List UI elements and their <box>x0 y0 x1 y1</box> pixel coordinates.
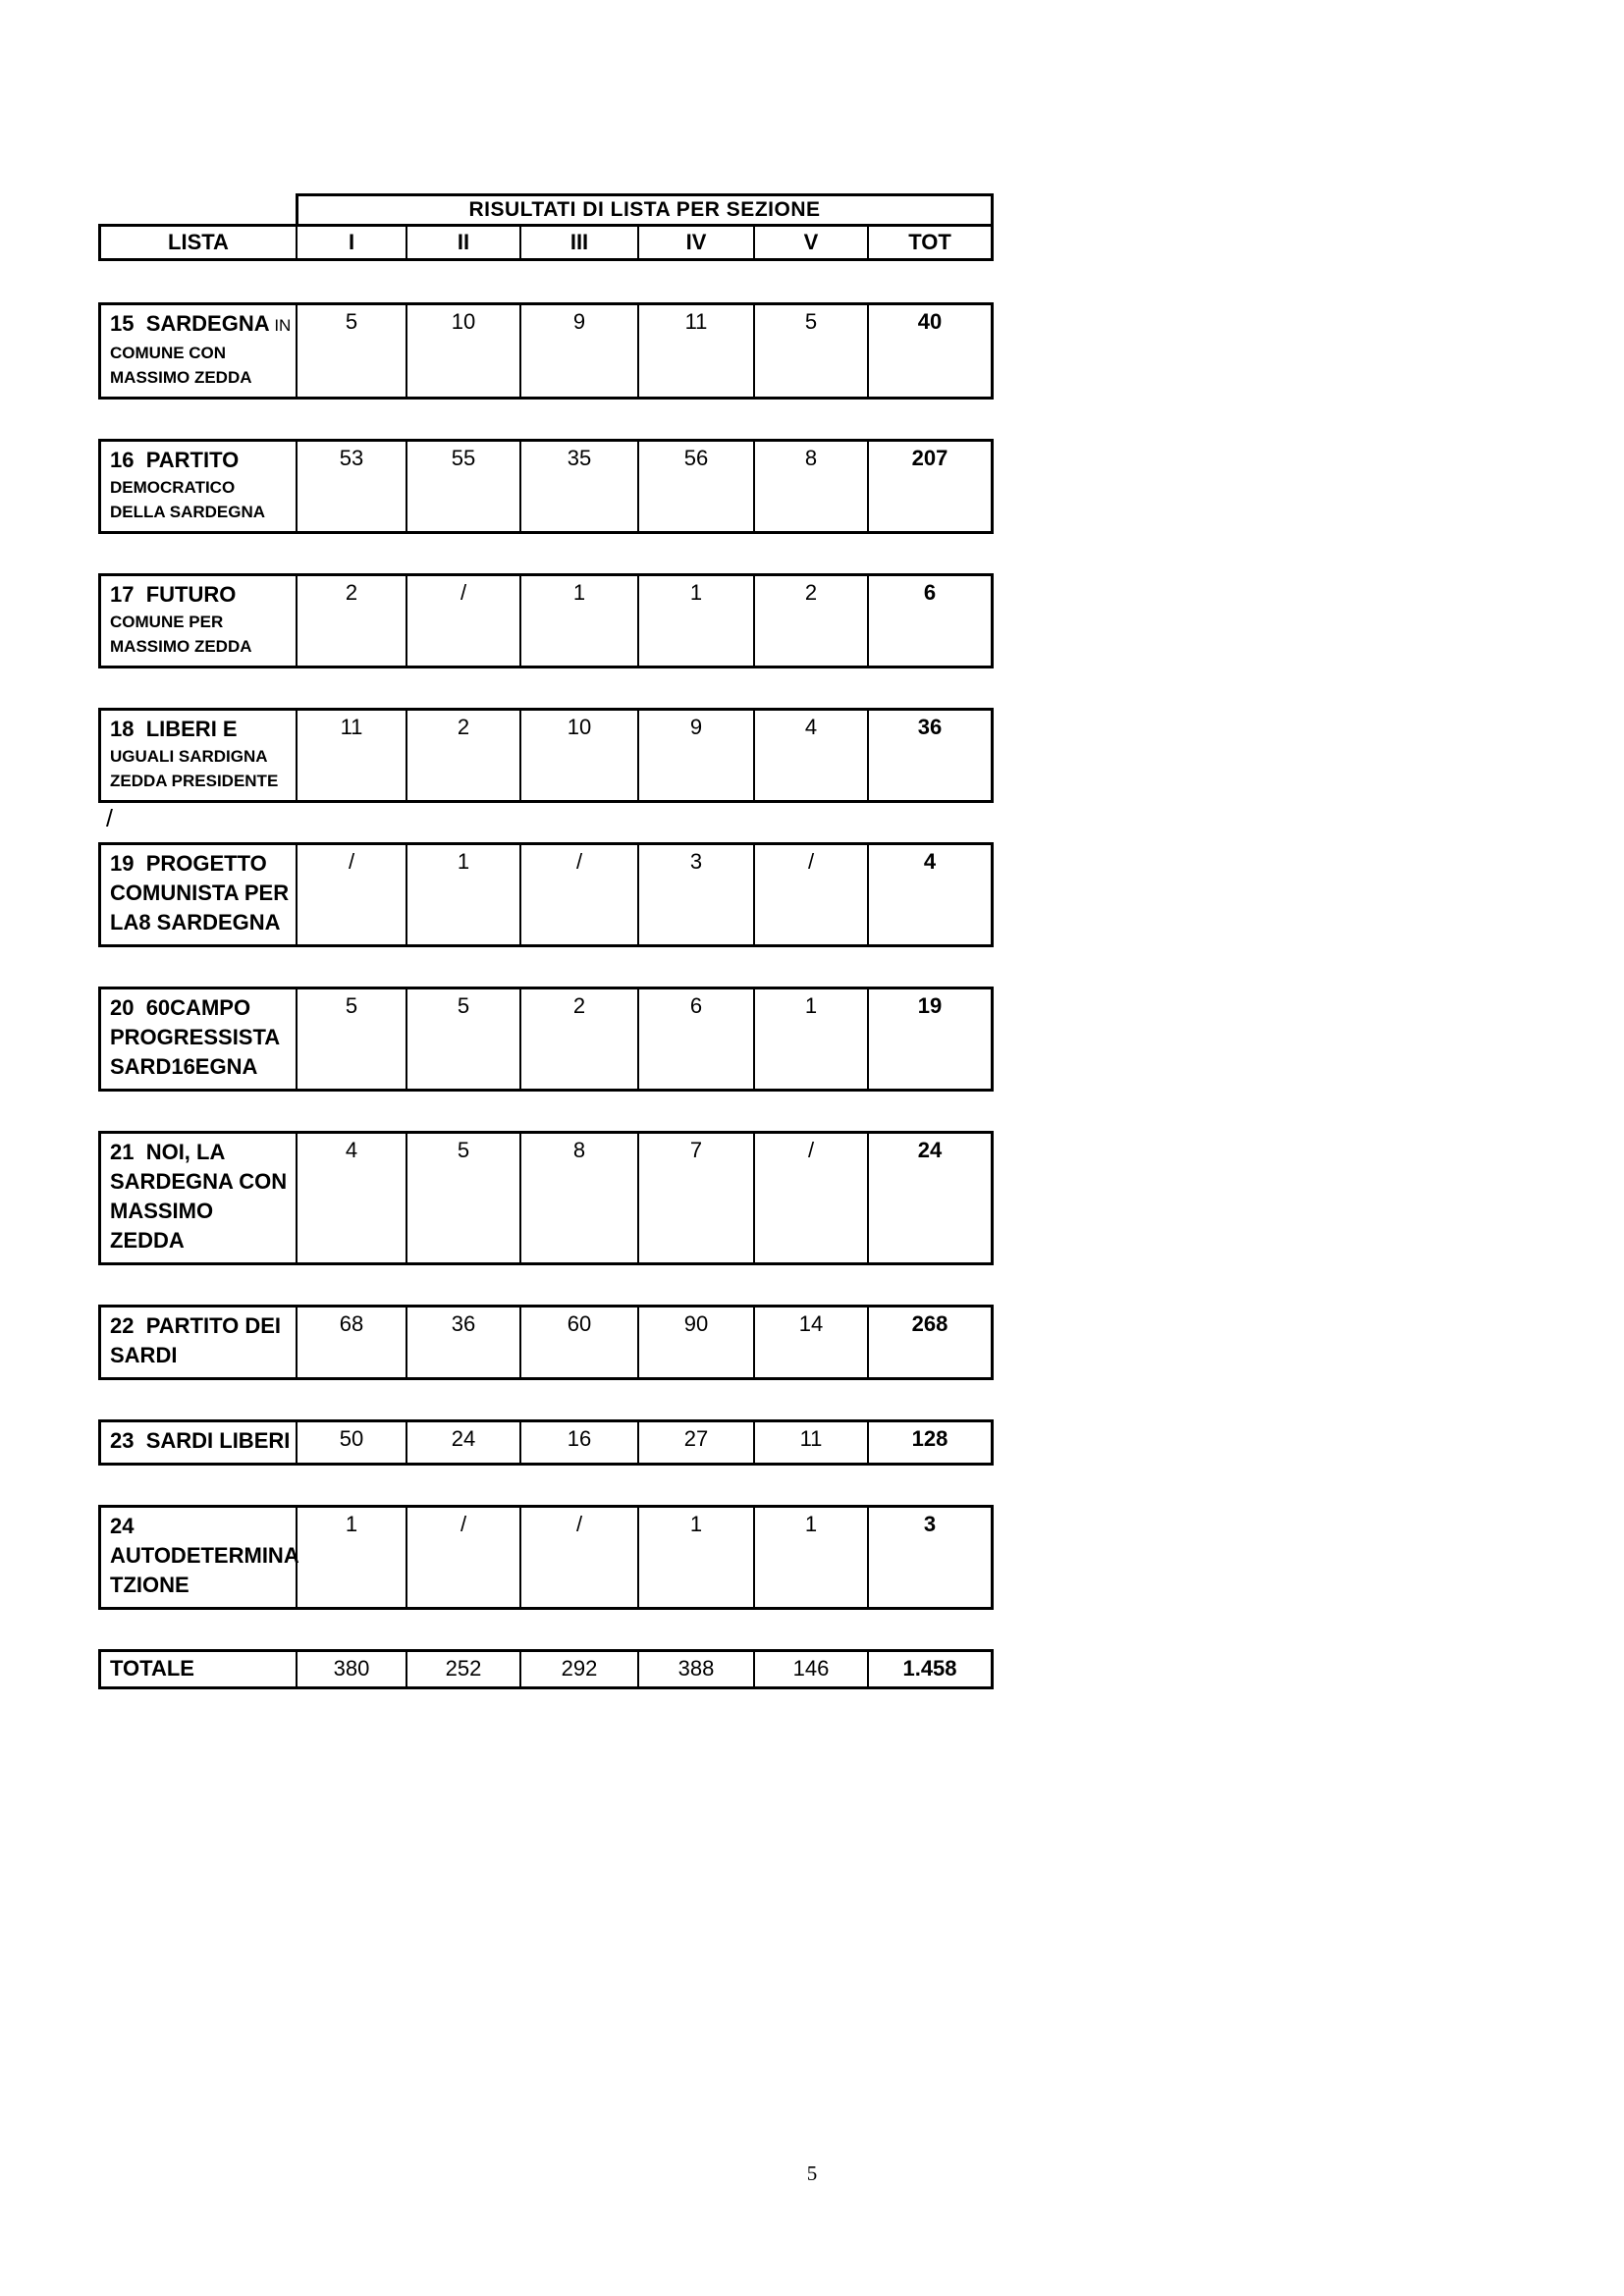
value-cell: / <box>519 1508 637 1607</box>
list-row <box>98 1419 994 1466</box>
value-cell: 2 <box>406 711 519 800</box>
value-cell: 5 <box>296 989 406 1089</box>
list-name-line: 19 PROGETTO <box>110 851 267 876</box>
value-cell: 53 <box>296 442 406 531</box>
value-cell: 8 <box>753 442 867 531</box>
column-header-row <box>98 224 994 261</box>
list-row <box>98 987 994 1092</box>
list-name-cell <box>101 442 296 531</box>
value-cell: 1 <box>637 576 753 666</box>
list-name-line: 16 PARTITO <box>110 448 240 472</box>
list-name-line: DELLA SARDEGNA <box>110 503 266 521</box>
section-column-header-3: III <box>519 227 637 258</box>
totale-row <box>98 1649 994 1689</box>
value-cell: 2 <box>296 576 406 666</box>
list-name-cell <box>101 989 296 1089</box>
list-name-line: COMUNISTA PER <box>110 881 290 905</box>
row-total-cell: 40 <box>867 305 991 397</box>
row-total-cell: 268 <box>867 1308 991 1377</box>
list-name-line: MASSIMO ZEDDA <box>110 1199 220 1253</box>
list-name-line: ZEDDA PRESIDENTE <box>110 772 279 790</box>
row-total-cell: 3 <box>867 1508 991 1607</box>
list-name-line: 17 FUTURO <box>110 582 237 607</box>
row-total-cell: 19 <box>867 989 991 1089</box>
list-name-line: SARD16EGNA <box>110 1054 258 1079</box>
value-cell: 5 <box>406 1134 519 1262</box>
list-name-suffix: IN <box>269 316 292 335</box>
section-column-header-4: IV <box>637 227 753 258</box>
list-name-line: SARDI <box>110 1343 178 1367</box>
row-total-cell: 6 <box>867 576 991 666</box>
row-total-cell: 128 <box>867 1422 991 1463</box>
row-total-cell: 24 <box>867 1134 991 1262</box>
list-row <box>98 302 994 400</box>
list-name-line: 23 SARDI LIBERI <box>110 1428 291 1453</box>
list-row <box>98 1505 994 1610</box>
list-name-line: SARDEGNA CON <box>110 1169 288 1194</box>
list-name-cell <box>101 711 296 800</box>
value-cell: 90 <box>637 1308 753 1377</box>
value-cell: / <box>753 1134 867 1262</box>
value-cell: 14 <box>753 1308 867 1377</box>
totale-value-cell-3: 292 <box>519 1652 637 1686</box>
row-total-cell: 36 <box>867 711 991 800</box>
list-name-line: DEMOCRATICO <box>110 478 236 497</box>
value-cell: 1 <box>753 989 867 1089</box>
list-name-cell <box>101 1308 296 1377</box>
value-cell: 10 <box>519 711 637 800</box>
value-cell: 4 <box>753 711 867 800</box>
value-cell: 1 <box>519 576 637 666</box>
value-cell: 27 <box>637 1422 753 1463</box>
section-column-header-2: II <box>406 227 519 258</box>
section-column-header-1: I <box>296 227 406 258</box>
value-cell: 2 <box>519 989 637 1089</box>
value-cell: 1 <box>637 1508 753 1607</box>
value-cell: / <box>406 576 519 666</box>
list-name-cell <box>101 1422 296 1463</box>
value-cell: 11 <box>753 1422 867 1463</box>
value-cell: 55 <box>406 442 519 531</box>
value-cell: 5 <box>296 305 406 397</box>
value-cell: 16 <box>519 1422 637 1463</box>
results-table <box>98 193 994 1689</box>
list-name-cell <box>101 576 296 666</box>
totale-value-cell-1: 380 <box>296 1652 406 1686</box>
value-cell: 11 <box>296 711 406 800</box>
list-row <box>98 842 994 947</box>
value-cell: 1 <box>406 845 519 944</box>
value-cell: 9 <box>519 305 637 397</box>
page-number: 5 <box>806 2162 818 2185</box>
list-name-line: MASSIMO ZEDDA <box>110 368 252 387</box>
value-cell: 4 <box>296 1134 406 1262</box>
value-cell: 5 <box>406 989 519 1089</box>
value-cell: 7 <box>637 1134 753 1262</box>
list-row <box>98 708 994 803</box>
value-cell: 2 <box>753 576 867 666</box>
value-cell: 35 <box>519 442 637 531</box>
totale-value-cell-4: 388 <box>637 1652 753 1686</box>
value-cell: 1 <box>296 1508 406 1607</box>
section-column-header-tot: TOT <box>867 227 991 258</box>
list-name-line: 24 <box>110 1514 135 1538</box>
value-cell: 10 <box>406 305 519 397</box>
section-column-header-5: V <box>753 227 867 258</box>
list-row <box>98 573 994 668</box>
list-row <box>98 1131 994 1265</box>
value-cell: 24 <box>406 1422 519 1463</box>
list-name-line: AUTODETERMINA <box>110 1543 299 1568</box>
value-cell: 8 <box>519 1134 637 1262</box>
value-cell: 68 <box>296 1308 406 1377</box>
value-cell: 60 <box>519 1308 637 1377</box>
row-total-cell: 4 <box>867 845 991 944</box>
list-row <box>98 439 994 534</box>
list-rows-container: 15 SARDEGNA IN COMUNE CON MASSIMO ZEDDA 5 10 9 11 5 40 16 PARTITO DEMOCRATICO DELLA SARDEGNA 53 55 35 56 8 207 17 FUTURO COMUNE PER MASSIMO ZEDDA 2 / 1 1 2 6 18 LIBERI E UGUALI SARDIGNA ZEDDA PRESIDENTE 11 2 10 9 4 36 / 19 PROGETTO COMUNISTA PER LA8 SARDEGNA / 1 / 3 / 4 20 60CAMPO PROGRESSISTA SARD16EGNA 5 5 2 6 1 19 21 NOI, LA SARDEGNA CON MASSIMO ZEDDA 4 5 8 7 / 24 22 PARTITO DEI SARDI 68 36 60 90 14 268 23 SARDI LIBERI 50 24 16 27 11 128 24 AUTODETERMINA TZIONE 1 / / 1 1 3 <box>98 302 994 1610</box>
value-cell: / <box>753 845 867 944</box>
list-name-line: 15 SARDEGNA IN <box>110 311 292 336</box>
list-row <box>98 1305 994 1380</box>
list-name-line: 22 PARTITO DEI <box>110 1313 282 1338</box>
value-cell: / <box>296 845 406 944</box>
list-name-cell <box>101 845 296 944</box>
list-name-line: COMUNE PER <box>110 613 224 631</box>
value-cell: 36 <box>406 1308 519 1377</box>
totale-label: TOTALE <box>110 1656 194 1681</box>
list-name-line: UGUALI SARDIGNA <box>110 747 268 766</box>
value-cell: 6 <box>637 989 753 1089</box>
list-name-line: 21 NOI, LA <box>110 1140 226 1164</box>
list-name-line: 18 LIBERI E <box>110 717 238 741</box>
section-results-title: RISULTATI DI LISTA PER SEZIONE <box>296 193 994 224</box>
value-cell: 3 <box>637 845 753 944</box>
value-cell: 50 <box>296 1422 406 1463</box>
value-cell: 1 <box>753 1508 867 1607</box>
value-cell: 5 <box>753 305 867 397</box>
value-cell: 9 <box>637 711 753 800</box>
totale-value-cell-2: 252 <box>406 1652 519 1686</box>
value-cell: / <box>519 845 637 944</box>
value-cell: 11 <box>637 305 753 397</box>
list-name-line: COMUNE CON <box>110 344 227 362</box>
value-cell: / <box>406 1508 519 1607</box>
list-name-line: PROGRESSISTA <box>110 1025 281 1049</box>
list-name-line: 20 60CAMPO <box>110 995 251 1020</box>
list-name-line: MASSIMO ZEDDA <box>110 637 252 656</box>
value-cell: 56 <box>637 442 753 531</box>
list-name-cell <box>101 305 296 397</box>
list-name-cell <box>101 1134 296 1262</box>
lista-column-header: LISTA <box>168 230 229 254</box>
grand-total-cell: 1.458 <box>867 1652 991 1686</box>
row-total-cell: 207 <box>867 442 991 531</box>
list-name-line: TZIONE <box>110 1573 189 1597</box>
list-name-cell <box>101 1508 299 1607</box>
totale-value-cell-5: 146 <box>753 1652 867 1686</box>
list-name-line: LA8 SARDEGNA <box>110 910 281 934</box>
